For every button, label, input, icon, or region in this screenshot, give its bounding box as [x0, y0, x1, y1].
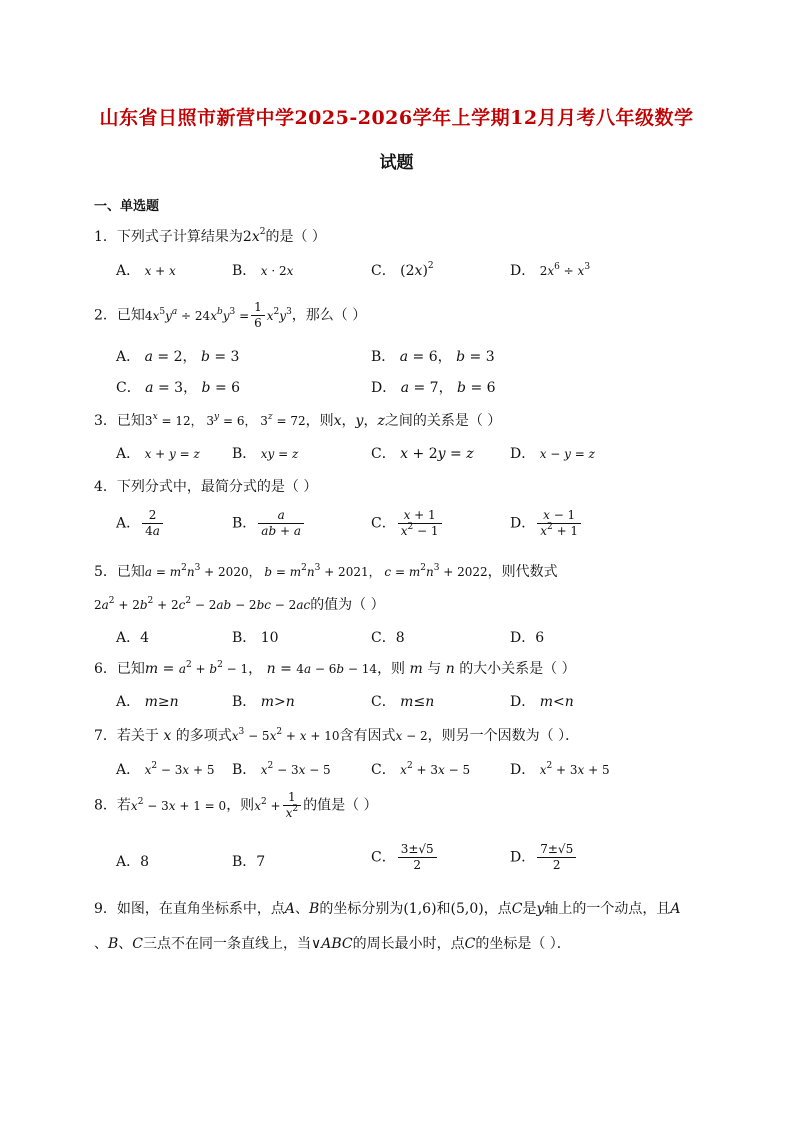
question-5-option-a: A．4	[116, 630, 150, 646]
question-6-option-c: C． m≤n	[371, 694, 435, 710]
question-4-option-a: A． $\frac{2}{4a}$	[116, 508, 165, 539]
question-2-option-d: D． a = 7， b = 6	[371, 380, 496, 396]
question-8-option-d: D． $\frac{7\pm√5}{2}$	[510, 842, 578, 873]
question-4-option-c: C． $\frac{x + 1}{x^2 - 1}$	[371, 508, 444, 539]
question-6-option-d: D． m<n	[510, 694, 574, 710]
question-1-option-a: A． x + x	[116, 263, 176, 279]
question-7-option-d: D． $x^2 + 3x + 5$	[510, 761, 610, 778]
question-1-option-d: D． $2x^6 \div x^3$	[510, 262, 591, 279]
question-7-option-a: A． $x^2 - 3x + 5$	[116, 761, 215, 778]
question-5-option-b: B． 10	[232, 630, 279, 646]
question-4-stem: 4．下列分式中，最简分式的是（ ）	[94, 479, 318, 495]
question-2-stem: 2．已知$4x^5y^a \div 24x^by^3$ = $\frac{1}{6}$ $x^2y^3$，那么（ ）	[94, 300, 367, 330]
question-2-option-a: A． a = 2， b = 3	[116, 349, 240, 365]
question-6-option-a: A． m≥n	[116, 694, 179, 710]
question-5-stem-line2: $2a^2 + 2b^2 + 2c^2 - 2ab - 2bc - 2ac$的值为（ ）	[94, 596, 385, 613]
question-6-stem: 6．已知$m = a^2 + b^2 - 1$， n = 4a − 6b − 14，则 m 与 n 的大小关系是（ ）	[94, 660, 576, 677]
question-6-option-b: B． m>n	[232, 694, 295, 710]
question-1-option-c: C． $(2x)^2$	[371, 261, 434, 279]
document-title: 山东省日照市新营中学2025-2026学年上学期12月月考八年级数学	[99, 107, 694, 129]
question-1-option-b: B． x · 2x	[232, 263, 294, 279]
question-2-option-b: B． a = 6， b = 3	[371, 349, 495, 365]
question-7-option-c: C． $x^2 + 3x - 5$	[371, 761, 471, 778]
question-5-option-d: D．6	[510, 630, 545, 646]
question-8-option-b: B．7	[232, 854, 266, 870]
question-3-option-d: D． x − y = z	[510, 446, 595, 462]
question-8-option-c: C． $\frac{3\pm√5}{2}$	[371, 842, 439, 873]
question-3-option-c: C． x + 2y = z	[371, 446, 474, 462]
question-9-stem-line1: 9．如图，在直角坐标系中，点A、B的坐标分别为(1,6)和(5,0)，点C是y轴上的一个动点，且A	[94, 901, 681, 917]
question-7-option-b: B． $x^2 - 3x - 5$	[232, 761, 331, 778]
document-subtitle: 试题	[379, 153, 414, 173]
question-3-option-a: A． x + y = z	[116, 446, 200, 462]
question-8-option-a: A．8	[116, 854, 150, 870]
question-7-stem: 7．若关于 x 的多项式$x^3 - 5x^2 + x + 10$含有因式x − 2，则另一个因数为（ ）．	[94, 727, 580, 744]
question-3-stem: 3．已知$3^x = 12$， $3^y = 6$， $3^z = 72$，则x，y，z之间的关系是（ ）	[94, 412, 502, 429]
question-1-stem: 1．下列式子计算结果为$2x^2$的是（ ）	[94, 227, 326, 245]
question-5-stem-line1: 5．已知$a = m^2n^3 + 2020$， $b = m^2n^3 + 2021$， $c = m^2n^3 + 2022$，则代数式	[94, 563, 558, 580]
section-heading: 一、单选题	[94, 199, 160, 214]
question-8-stem: 8．若$x^2 - 3x + 1 = 0$，则$x^2$ + $\frac{1}{x^2}$ 的值是（ ）	[94, 790, 378, 820]
question-9-stem-line2: 、B、C三点不在同一条直线上，当∨ABC的周长最小时，点C的坐标是（ ）．	[94, 936, 571, 952]
question-5-option-c: C．8	[371, 630, 405, 646]
question-3-option-b: B． xy = z	[232, 446, 299, 462]
question-4-option-b: B． $\frac{a}{ab + a}$	[232, 508, 306, 539]
question-4-option-d: D． $\frac{x - 1}{x^2 + 1}$	[510, 508, 583, 539]
question-2-option-c: C． a = 3， b = 6	[116, 380, 241, 396]
